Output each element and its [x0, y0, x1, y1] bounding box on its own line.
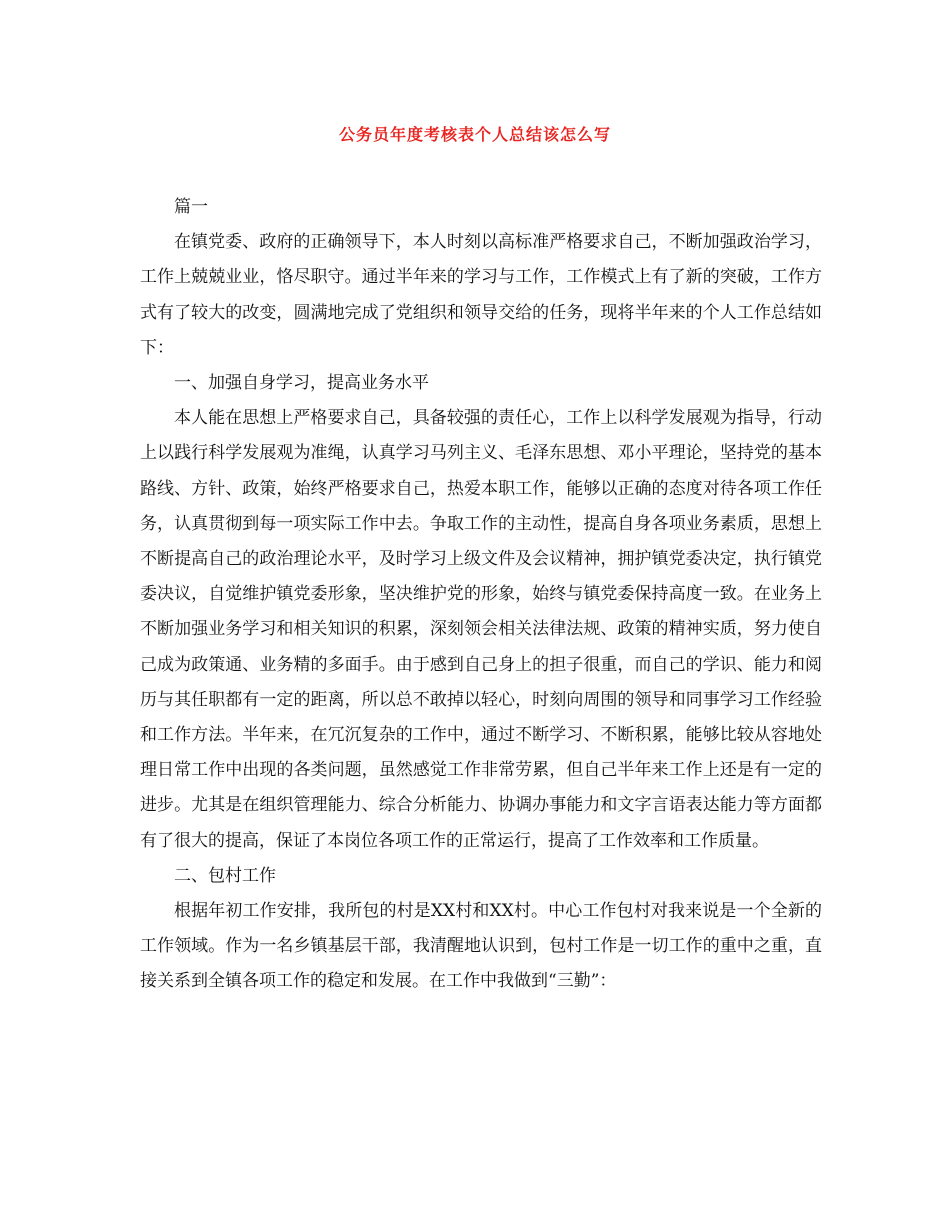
body-paragraph: 在镇党委、政府的正确领导下，本人时刻以高标准严格要求自己，不断加强政治学习，工作上兢兢业业，恪尽职守。通过半年来的学习与工作，工作模式上有了新的突破，工作方式有了较大的改变，圆满地完成了党组织和领导交给的任务，现将半年来的个人工作总结如下： — [140, 232, 822, 358]
document-title: 公务员年度考核表个人总结该怎么写 — [338, 125, 611, 144]
section-heading: 一、加强自身学习，提高业务水平 — [174, 373, 429, 394]
body-paragraph: 根据年初工作安排，我所包的村是XX村和XX村。中心工作包村对我来说是一个全新的工作领域。作为一名乡镇基层干部，我清醒地认识到，包村工作是一切工作的重中之重，直接关系到全镇各项工作的稳定和发展。在工作中我做到“三勤”： — [140, 901, 822, 992]
section-heading: 二、包村工作 — [174, 865, 276, 886]
section-label: 篇一 — [174, 197, 208, 217]
body-paragraph: 本人能在思想上严格要求自己，具备较强的责任心，工作上以科学发展观为指导，行动上以践行科学发展观为准绳，认真学习马列主义、毛泽东思想、邓小平理论，坚持党的基本路线、方针、政策，始终严格要求自己，热爱本职工作，能够以正确的态度对待各项工作任务，认真贯彻到每一项实际工作中去。争取工作的主动性，提高自身各项业务素质，思想上不断提高自己的政治理论水平，及时学习上级文件及会议精神，拥护镇党委决定，执行镇党委决议，自觉维护镇党委形象，坚决维护党的形象，始终与镇党委保持高度一致。在业务上不断加强业务学习和相关知识的积累，深刻领会相关法律法规、政策的精神实质，努力使自己成为政策通、业务精的多面手。由于感到自己身上的担子很重，而自己的学识、能力和阅历与其任职都有一定的距离，所以总不敢掉以轻心，时刻向周围的领导和同事学习工作经验和工作方法。半年来，在冗沉复杂的工作中，通过不断学习、不断积累，能够比较从容地处理日常工作中出现的各类问题，虽然感觉工作非常劳累，但自己半年来工作上还是有一定的进步。尤其是在组织管理能力、综合分析能力、协调办事能力和文字言语表达能力等方面都有了很大的提高，保证了本岗位各项工作的正常运行，提高了工作效率和工作质量。 — [140, 408, 822, 851]
document-body — [140, 190, 822, 1000]
